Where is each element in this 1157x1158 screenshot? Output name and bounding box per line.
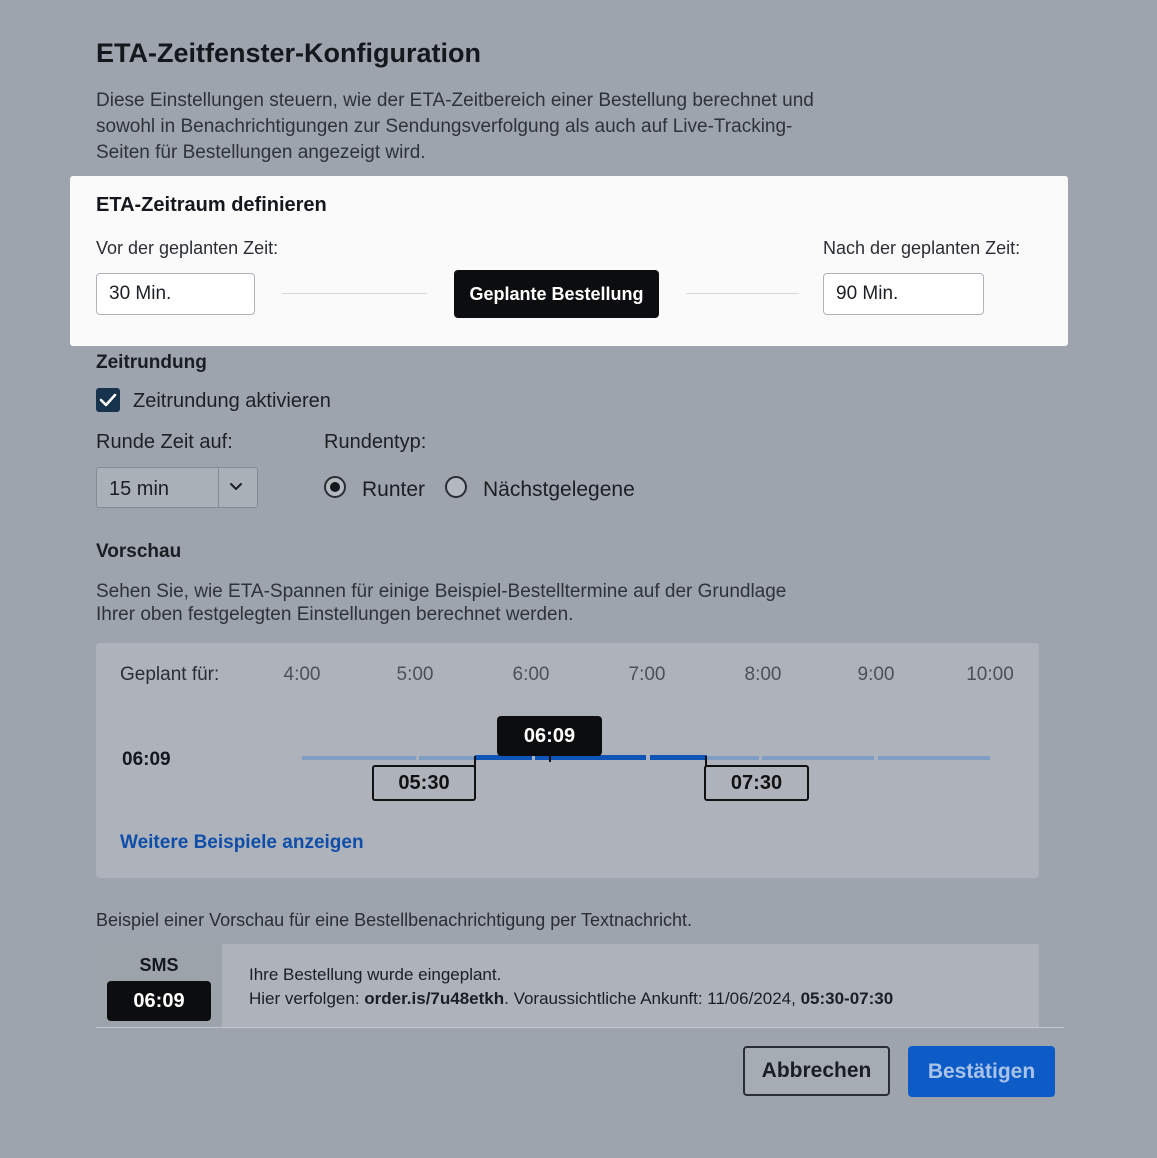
- sms-time: 06:09: [107, 981, 211, 1021]
- tick-label: 10:00: [966, 664, 1014, 685]
- more-examples-link[interactable]: Weitere Beispiele anzeigen: [120, 832, 364, 853]
- range-end-label: 07:30: [704, 765, 809, 801]
- after-time-value: 90 Min.: [836, 283, 899, 304]
- rounding-title: Zeitrundung: [96, 352, 207, 373]
- eta-range-bar: [650, 755, 707, 760]
- sms-line-1: Ihre Bestellung wurde eingeplant.: [249, 965, 502, 984]
- round-to-select[interactable]: [96, 467, 258, 508]
- radio-round-nearest[interactable]: [445, 476, 467, 498]
- tick-label: 5:00: [396, 664, 434, 685]
- rounding-type-label: Rundentyp:: [324, 431, 427, 453]
- scheduled-for-label: Geplant für:: [120, 664, 220, 685]
- sms-line-2-prefix: Hier verfolgen:: [249, 989, 365, 1008]
- sms-message: [249, 963, 893, 1011]
- page-title: ETA-Zeitfenster-Konfiguration: [96, 38, 481, 68]
- radio-round-down[interactable]: [324, 476, 346, 498]
- after-time-input[interactable]: [823, 273, 984, 315]
- preview-description: Sehen Sie, wie ETA-Spannen für einige Beispiel-Bestelltermine auf der Grundlage Ihrer oben festgelegten Einstellungen berechnet werden.: [96, 581, 787, 625]
- tick-label: 8:00: [744, 664, 782, 685]
- before-time-input[interactable]: [96, 273, 255, 315]
- page-description: Diese Einstellungen steuern, wie der ETA-Zeitbereich einer Bestellung berechnet und sowohl in Benachrichtigungen zur Sendungsverfolgung als auch auf Live-Tracking-Seiten für Bestellungen angezeigt wird.: [96, 90, 814, 163]
- eta-range-title: ETA-Zeitraum definieren: [96, 194, 327, 216]
- after-time-label: Nach der geplanten Zeit:: [823, 238, 1021, 258]
- confirm-button[interactable]: Bestätigen: [908, 1046, 1055, 1097]
- timeline-track-segment: [762, 756, 874, 760]
- connector-line-right: [686, 293, 799, 294]
- preview-title: Vorschau: [96, 541, 182, 562]
- sms-preview-caption: Beispiel einer Vorschau für eine Bestellbenachrichtigung per Textnachricht.: [96, 910, 693, 930]
- range-start-label: 05:30: [372, 765, 476, 801]
- sms-tracking-link: order.is/7u48etkh: [364, 989, 505, 1008]
- connector-line-left: [282, 293, 427, 294]
- tick-label: 4:00: [283, 664, 321, 685]
- sms-line-2: [249, 987, 893, 1011]
- sms-eta: 05:30-07:30: [800, 989, 894, 1008]
- timeline-track-segment: [302, 756, 416, 760]
- timeline-track-segment: [419, 756, 475, 760]
- scheduled-marker-label: 06:09: [497, 716, 602, 756]
- cancel-button[interactable]: Abbrechen: [743, 1046, 890, 1096]
- before-time-label: Vor der geplanten Zeit:: [96, 238, 279, 258]
- radio-round-nearest-label: Nächstgelegene: [483, 478, 635, 501]
- chevron-down-icon[interactable]: [229, 480, 243, 494]
- timeline-track-segment: [707, 756, 759, 760]
- sms-line-2-middle: . Voraussichtliche Ankunft: 11/06/2024,: [504, 989, 801, 1008]
- rounding-checkbox[interactable]: [96, 388, 120, 412]
- select-divider: [218, 468, 219, 507]
- tick-label: 9:00: [857, 664, 895, 685]
- round-to-label: Runde Zeit auf:: [96, 431, 233, 453]
- checkmark-icon: [99, 393, 117, 407]
- radio-round-down-label: Runter: [362, 478, 426, 501]
- tick-label: 6:00: [512, 664, 550, 685]
- rounding-enable-label: Zeitrundung aktivieren: [133, 390, 331, 412]
- footer-divider: [96, 1027, 1064, 1028]
- planned-order-button[interactable]: Geplante Bestellung: [454, 270, 659, 318]
- tick-label: 7:00: [628, 664, 666, 685]
- round-to-value: 15 min: [109, 478, 170, 500]
- sms-label: SMS: [139, 955, 179, 975]
- example-scheduled-time: 06:09: [122, 749, 171, 770]
- timeline-track-segment: [878, 756, 990, 760]
- before-time-value: 30 Min.: [109, 283, 172, 304]
